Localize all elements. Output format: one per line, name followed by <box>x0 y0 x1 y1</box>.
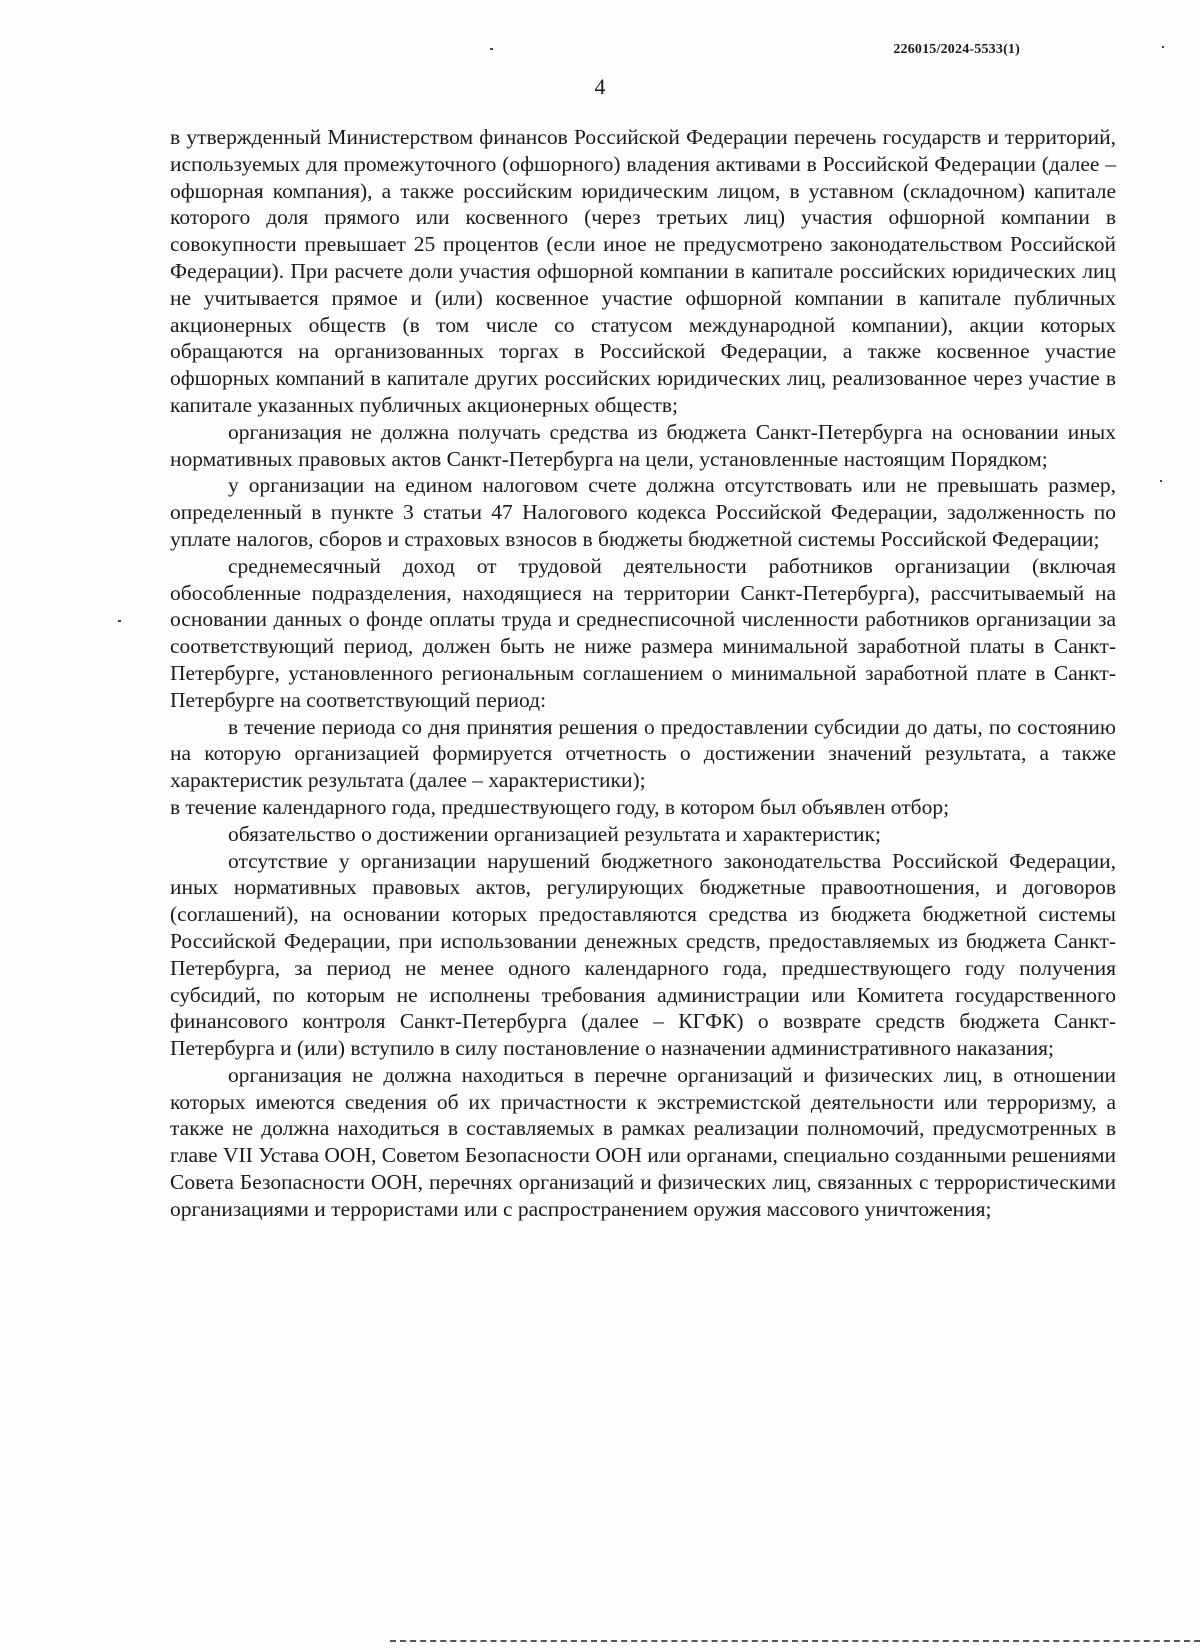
paragraph-terrorism-list: организация не должна находиться в перечне организаций и физических лиц, в отношении которых имеются сведения об их причастности к экстремистской деятельности или терроризму, а также не должна находиться в составляемых в рамках реализации полномочий, предусмотренных в главе VII Устава ООН, Советом Безопасности ООН или органами, специально созданными решениями Совета Безопасности ООН, перечнях организаций и физических лиц, связанных с террористическими организациями и террористами или с распространением оружия массового уничтожения; <box>170 1062 1116 1221</box>
paragraph-no-other-funding: организация не должна получать средства из бюджета Санкт-Петербурга на основании иных нормативных правовых актов Санкт-Петербурга на цели, установленные настоящим Порядком; <box>170 419 1116 471</box>
scan-edge-line <box>390 1640 1200 1642</box>
page-number: 4 <box>594 74 606 99</box>
paragraph-budget-violations: отсутствие у организации нарушений бюджетного законодательства Российской Федерации, иных нормативных правовых актов, регулирующих бюджетные правоотношения, и договоров (соглашений), на основании которых предоставляются средства из бюджета бюджетной системы Российской Федерации, при использовании денежных средств, предоставляемых из бюджета Санкт-Петербурга, за период не менее одного календарного года, предшествующего году получения субсидий, по которым не исполнены требования администрации или Комитета государственного финансового контроля Санкт-Петербурга (далее – КГФК) о возврате средств бюджета Санкт-Петербурга и (или) вступило в силу постановление о назначении административного наказания; <box>170 848 1116 1061</box>
paragraph-offshore-company: в утвержденный Министерством финансов Российской Федерации перечень государств и территорий, используемых для промежуточного (офшорного) владения активами в Российской Федерации (далее – офшорная компания), а также российским юридическим лицом, в уставном (складочном) капитале которого доля прямого или косвенного (через третьих лиц) участия офшорной компании в совокупности превышает 25 процентов (если иное не предусмотрено законодательством Российской Федерации). При расчете доли участия офшорной компании в капитале российских юридических лиц не учитывается прямое и (или) косвенное участие офшорной компании в капитале публичных акционерных обществ (в том числе со статусом международной компании), акции которых обращаются на организованных торгах в Российской Федерации, а также косвенное участие офшорных компаний в капитале других российских юридических лиц, реализованное через участие в капитале указанных публичных акционерных обществ; <box>170 125 1116 417</box>
paragraph-obligation: обязательство о достижении организацией результата и характеристик; <box>228 821 881 846</box>
paragraph-average-income: среднемесячный доход от трудовой деятельности работников организации (включая обособленные подразделения, находящиеся на территории Санкт-Петербурга), рассчитываемый на основании данных о фонде оплаты труда и среднесписочной численности работников организации за соответствующий период, должен быть не ниже размера минимальной заработной платы в Санкт-Петербурге, установленного региональным соглашением о минимальной заработной плате в Санкт-Петербурге на соответствующий период: <box>170 553 1116 712</box>
paragraph-tax-debt: у организации на едином налоговом счете должна отсутствовать или не превышать размер, определенный в пункте 3 статьи 47 Налогового кодекса Российской Федерации, задолженность по уплате налогов, сборов и страховых взносов в бюджеты бюджетной системы Российской Федерации; <box>170 473 1116 551</box>
paragraph-period-subsidy: в течение периода со дня принятия решения о предоставлении субсидии до даты, по состоянию на которую организацией формируется отчетность о достижении значений результата, а также характеристик результата (далее – характеристики); <box>170 714 1116 793</box>
document-number: 226015/2024-5533(1) <box>893 42 1020 57</box>
scan-speck <box>1160 480 1162 482</box>
scan-speck <box>490 48 493 50</box>
scan-speck <box>1162 46 1164 48</box>
document-body <box>170 124 1116 1223</box>
paragraph-previous-year: в течение календарного года, предшествующего году, в котором был объявлен отбор; <box>170 794 950 819</box>
scan-speck <box>118 620 121 622</box>
